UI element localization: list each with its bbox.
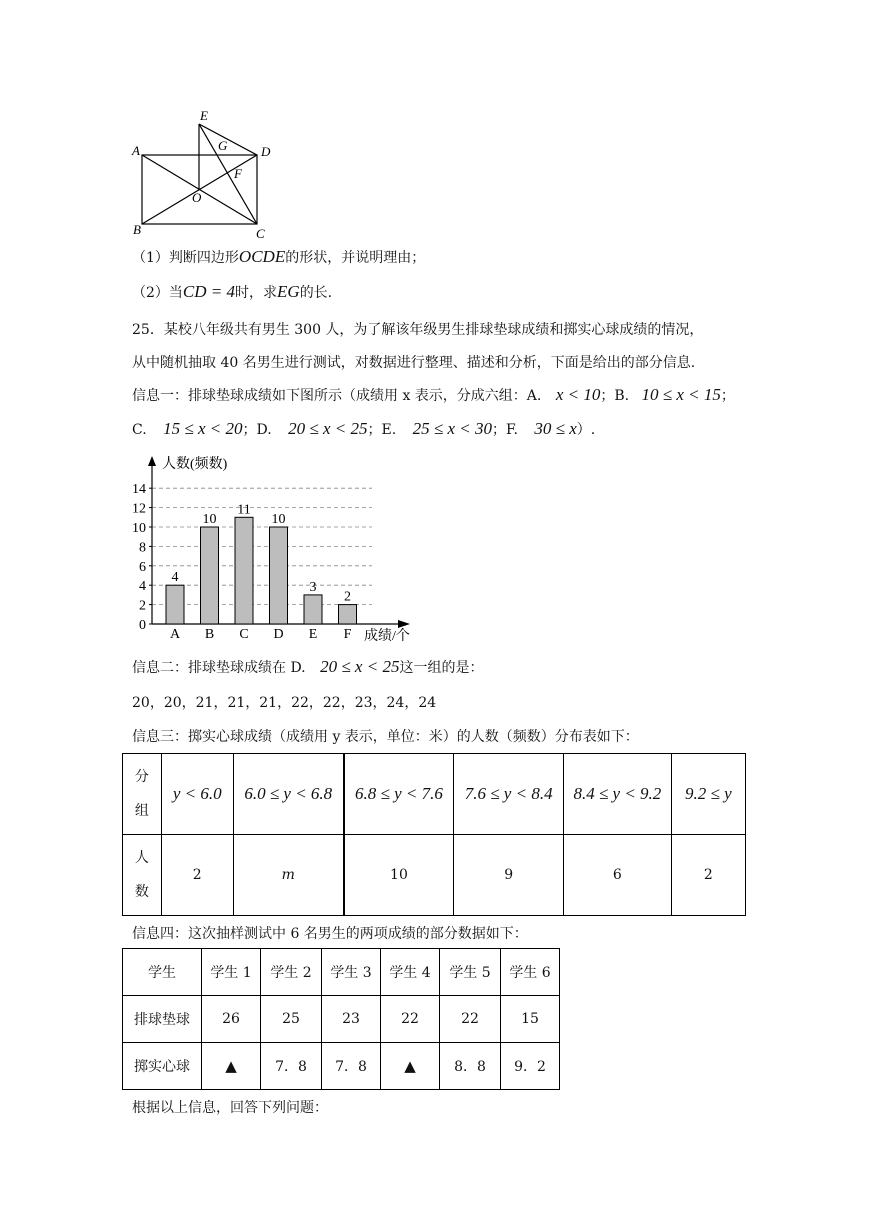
bar-B (201, 527, 219, 624)
table2-row1-cell6: 15 (501, 996, 560, 1043)
table2-row1-cell2: 25 (261, 996, 322, 1043)
label-d: D (261, 144, 271, 159)
bar-value-label: 2 (344, 589, 351, 605)
y-tick-label: 0 (139, 618, 146, 633)
q24-part1-suffix: 的形状，并说明理由； (285, 250, 426, 266)
q25-line1: 25．某校八年级共有男生 300 人，为了解该年级男生排球垫球成绩和掷实心球成绩的情况， (132, 322, 704, 338)
x-tick-label: D (273, 627, 284, 642)
x-tick-label: E (308, 627, 318, 642)
table2-header-label: 学生 (123, 949, 202, 996)
table2-row1-cell5: 22 (440, 996, 501, 1043)
label-e: E (200, 108, 208, 123)
info2-range: 20 ≤ x < 25 (320, 657, 400, 676)
q25-info4: 信息四：这次抽样测试中 6 名男生的两项成绩的部分数据如下： (132, 926, 528, 942)
bar-value-label: 10 (202, 512, 217, 527)
q24-part2-math2: EG (277, 282, 300, 301)
table2-row2-cell6: 9．2 (501, 1043, 560, 1090)
bar-F (339, 605, 357, 624)
table2-header-row (123, 949, 560, 996)
y-axis-arrow (148, 456, 156, 466)
q24-part2-math: CD = 4 (182, 282, 236, 301)
label-o: O (192, 190, 202, 205)
y-tick-label: 12 (132, 501, 146, 517)
x-axis-arrow (398, 620, 410, 628)
q25-line2: 从中随机抽取 40 名男生进行测试，对数据进行整理、描述和分析，下面是给出的部分信息. (132, 355, 696, 371)
info1-intro: 信息一：排球垫球成绩如下图所示（成绩用 x 表示，分成六组：A. (132, 388, 542, 404)
table2-row1-label: 排球垫球 (123, 996, 202, 1043)
table1-count-4: 9 (454, 835, 564, 916)
table1-group-4: 7.6 ≤ y < 8.4 (454, 754, 564, 835)
q25-info2-line1 (132, 657, 483, 677)
q25-info1-line2 (132, 419, 595, 439)
table1-header-group-char2: 组 (134, 803, 149, 819)
info1-label-e: ；E. (367, 422, 397, 438)
bar-value-label: 11 (237, 502, 251, 518)
label-b: B (133, 222, 141, 237)
y-tick-label: 14 (132, 482, 146, 498)
table2-header-student2: 学生 2 (261, 949, 322, 996)
table2-header-student1: 学生 1 (202, 949, 261, 996)
bar-chart (128, 452, 428, 648)
info2-suffix: 这一组的是： (399, 660, 484, 676)
q24-part2-suffix: 的长. (299, 285, 333, 301)
q25-closing: 根据以上信息，回答下列问题： (132, 1100, 328, 1116)
bar-value-label: 3 (309, 579, 317, 595)
info1-range-c: 15 ≤ x < 20 (163, 419, 243, 438)
table1-header-group-char1: 分 (134, 769, 149, 785)
info1-sep-b: ；B. (600, 388, 630, 404)
info1-range-e: 25 ≤ x < 30 (412, 419, 492, 438)
shot-put-table (122, 753, 746, 916)
bar-D (270, 527, 288, 624)
info1-label-c: C. (132, 422, 147, 438)
q24-part1-prefix: （1）判断四边形 (132, 250, 239, 266)
info1-range-d: 20 ≤ x < 25 (288, 419, 368, 438)
table2-row-volleyball (123, 996, 560, 1043)
table1-row-counts (123, 835, 746, 916)
table2-header-student6: 学生 6 (501, 949, 560, 996)
table2-row2-cell4-triangle: ▲ (381, 1043, 440, 1090)
label-c: C (256, 226, 265, 241)
q25-info2-values: 20，20，21，21，21，22，22，23，24，24 (132, 695, 437, 711)
table2-header-student5: 学生 5 (440, 949, 501, 996)
y-axis-title: 人数(频数) (162, 457, 228, 472)
info1-label-f: ；F. (491, 422, 518, 438)
x-tick-label: C (239, 627, 249, 642)
table1-group-5: 8.4 ≤ y < 9.2 (564, 754, 672, 835)
table2-row2-cell3: 7．8 (322, 1043, 381, 1090)
students-table (122, 948, 560, 1090)
q24-part2-prefix: （2）当 (132, 285, 183, 301)
table1-count-6: 2 (671, 835, 745, 916)
table2-row2-cell5: 8．8 (440, 1043, 501, 1090)
label-a: A (132, 143, 140, 158)
q24-part2 (132, 282, 332, 302)
table2-row2-cell1-triangle: ▲ (202, 1043, 261, 1090)
x-tick-label: F (343, 627, 352, 642)
table1-count-3: 10 (344, 835, 454, 916)
q24-part2-mid: 时，求 (235, 285, 278, 301)
table1-group-6: 9.2 ≤ y (671, 754, 745, 835)
info1-range-a: x < 10 (555, 385, 601, 404)
geometry-figure (128, 106, 278, 241)
y-tick-label: 6 (139, 559, 146, 575)
table1-group-2: 6.0 ≤ y < 6.8 (233, 754, 343, 835)
table1-count-2: m (233, 835, 343, 916)
bar-value-label: 4 (171, 570, 179, 586)
bar-C (235, 517, 253, 624)
q24-part1 (132, 247, 425, 267)
table2-row1-cell1: 26 (202, 996, 261, 1043)
x-tick-label: A (169, 627, 181, 642)
table2-row1-cell3: 23 (322, 996, 381, 1043)
label-g: G (218, 138, 228, 153)
y-tick-label: 4 (139, 579, 146, 595)
bar-value-label: 10 (271, 512, 286, 527)
table1-header-count (123, 835, 162, 916)
info2-intro: 信息二：排球垫球成绩在 D. (132, 660, 306, 676)
table1-group-1: y < 6.0 (161, 754, 233, 835)
x-tick-label: B (204, 627, 215, 642)
info1-close: ）. (576, 422, 596, 438)
q25-info1-line1 (132, 385, 735, 405)
table2-header-student4: 学生 4 (381, 949, 440, 996)
y-tick-label: 10 (132, 521, 146, 536)
table1-group-3: 6.8 ≤ y < 7.6 (344, 754, 454, 835)
y-tick-label: 8 (139, 540, 146, 556)
info1-label-d: ；D. (242, 422, 272, 438)
table2-row2-label: 掷实心球 (123, 1043, 202, 1090)
table1-header-group (123, 754, 162, 835)
q24-part1-math: OCDE (238, 247, 286, 266)
table2-row2-cell2: 7．8 (261, 1043, 322, 1090)
table2-header-student3: 学生 3 (322, 949, 381, 996)
info1-range-b: 10 ≤ x < 15 (641, 385, 721, 404)
q25-info3: 信息三：掷实心球成绩（成绩用 y 表示，单位：米）的人数（频数）分布表如下： (132, 729, 639, 745)
bar-E (304, 595, 322, 624)
x-axis-title: 成绩/个 (364, 629, 410, 644)
bar-A (166, 585, 184, 624)
table1-header-count-char2: 数 (134, 884, 149, 900)
info1-sep-end: ； (720, 388, 735, 404)
table1-header-count-char1: 人 (134, 850, 149, 866)
info1-range-f: 30 ≤ x (534, 419, 577, 438)
table1-row-groups (123, 754, 746, 835)
table1-count-5: 6 (564, 835, 672, 916)
table2-row-shotput (123, 1043, 560, 1090)
label-f: F (234, 166, 242, 181)
table1-count-1: 2 (161, 835, 233, 916)
y-tick-label: 2 (139, 598, 146, 614)
table2-row1-cell4: 22 (381, 996, 440, 1043)
